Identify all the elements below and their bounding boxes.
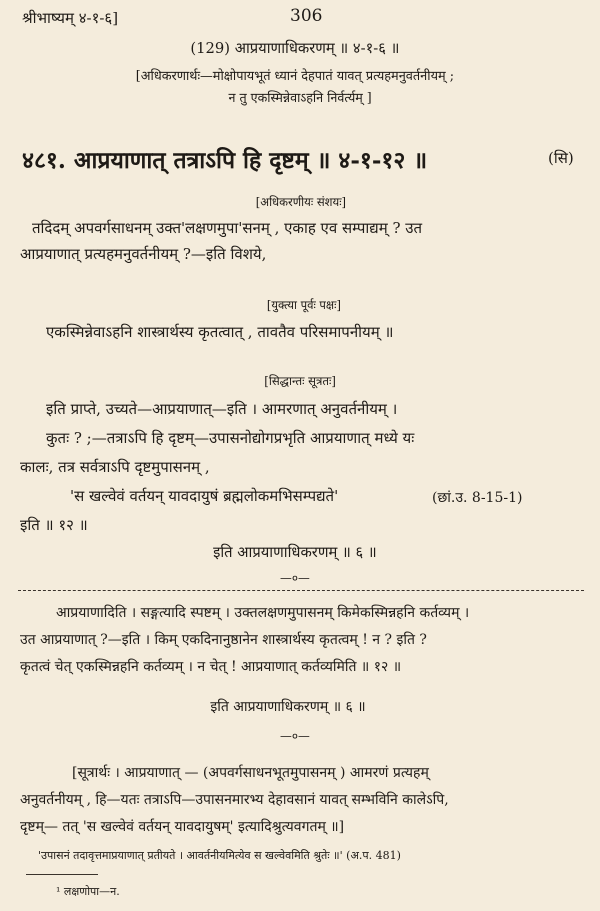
samshaya-line1: तदिदम् अपवर्गसाधनम् उक्त'लक्षणमुपा'सनम् , एकाह एव सम्पाद्यम् ? उत bbox=[32, 219, 423, 237]
siddhanta-label: [सिद्धान्तः सूत्रतः] bbox=[264, 374, 336, 388]
siddhanta-divider: —०— bbox=[280, 571, 310, 585]
siddhanta-quote: 'स खल्वेवं वर्तयन् यावदायुषं ब्रह्मलोकमभिसम्पद्यते' bbox=[70, 487, 339, 505]
commentary-divider: —०— bbox=[280, 729, 310, 743]
adhikarana-purpose-line2: न तु एकस्मिन्नेवाऽहनि निर्वर्त्यम् ] bbox=[228, 91, 372, 106]
siddhanta-quote-ref: (छां.उ. 8-15-1) bbox=[432, 490, 523, 506]
commentary-line3: कृतत्वं चेत् एकस्मिन्नहनि कर्तव्यम् । न चेत् ! आप्रयाणात् कर्तव्यमिति ॥ १२ ॥ bbox=[20, 659, 402, 675]
adhikarana-purpose-line1: [अधिकरणार्थः—मोक्षोपायभूतं ध्यानं देहपातं यावत् प्रत्यहमनुवर्तनीयम् ; bbox=[135, 69, 455, 84]
commentary-line1: आप्रयाणादिति । सङ्गत्यादि स्पष्टम् । उक्तलक्षणमुपासनम् किमेकस्मिन्नहनि कर्तव्यम् । bbox=[56, 605, 470, 621]
running-header: श्रीभाष्यम् ४-१-६] bbox=[22, 9, 119, 27]
sutra-heading: ४८१. आप्रयाणात् तत्राऽपि हि दृष्टम् ॥ ४-१-१२ ॥ bbox=[22, 147, 428, 174]
samshaya-line2: आप्रयाणात् प्रत्यहमनुवर्तनीयम् ?—इति विशये, bbox=[20, 245, 267, 263]
siddhanta-closing: इति आप्रयाणाधिकरणम् ॥ ६ ॥ bbox=[213, 543, 377, 561]
samshaya-label: [अधिकरणीयः संशयः] bbox=[255, 195, 347, 209]
siddhanta-line2: कुतः ? ;—तत्राऽपि हि दृष्टम्—उपासनोद्योगप्रभृति आप्रयाणात् मध्ये यः bbox=[46, 429, 415, 447]
page-number: 306 bbox=[290, 6, 323, 26]
sutrartha-line3: दृष्टम्— तत् 'स खल्वेवं वर्तयन् यावदायुषम्' इत्यादिश्रुत्यवगतम् ॥] bbox=[20, 819, 345, 835]
siddhanta-line3: कालः, तत्र सर्वत्राऽपि दृष्टमुपासनम् , bbox=[20, 458, 210, 476]
footnote-rule bbox=[26, 874, 98, 875]
adhikarana-title: (129) आप्रयाणाधिकरणम् ॥ ४-१-६ ॥ bbox=[190, 39, 400, 57]
commentary-closing: इति आप्रयाणाधिकरणम् ॥ ६ ॥ bbox=[210, 699, 366, 715]
siddhanta-line1: इति प्राप्ते, उच्यते—आप्रयाणात्—इति । आमरणात् अनुवर्तनीयम् । bbox=[46, 400, 398, 418]
sutrartha-note: 'उपासनं तदावृत्तमाप्रयाणात् प्रतीयते । आवर्तनीयमित्येव स खल्वेवमिति श्रुतेः ॥' (अ.प. 481) bbox=[38, 849, 401, 862]
purvapaksha-line1: एकस्मिन्नेवाऽहनि शास्त्रार्थस्य कृतत्वात् , तावतैव परिसमापनीयम् ॥ bbox=[46, 323, 394, 341]
sutrartha-line1: [सूत्रार्थः । आप्रयाणात् — (अपवर्गसाधनभूतमुपासनम् ) आमरणं प्रत्यहम् bbox=[72, 765, 429, 781]
commentary-line2: उत आप्रयाणात् ?—इति । किम् एकदिनानुष्ठानेन शास्त्रार्थस्य कृतत्वम् ! न ? इति ? bbox=[20, 632, 427, 648]
sutrartha-line2: अनुवर्तनीयम् , हि—यतः तत्राऽपि—उपासनमारभ्य देहावसानं यावत् सम्भविनि कालेऽपि, bbox=[20, 792, 449, 808]
section-divider-rule bbox=[18, 590, 584, 591]
sutra-tag: (सि) bbox=[548, 149, 574, 167]
footnote: ¹ लक्षणोपा—न. bbox=[56, 885, 120, 898]
purvapaksha-label: [युक्त्या पूर्वः पक्षः] bbox=[266, 298, 341, 312]
siddhanta-line4: इति ॥ १२ ॥ bbox=[20, 516, 88, 534]
